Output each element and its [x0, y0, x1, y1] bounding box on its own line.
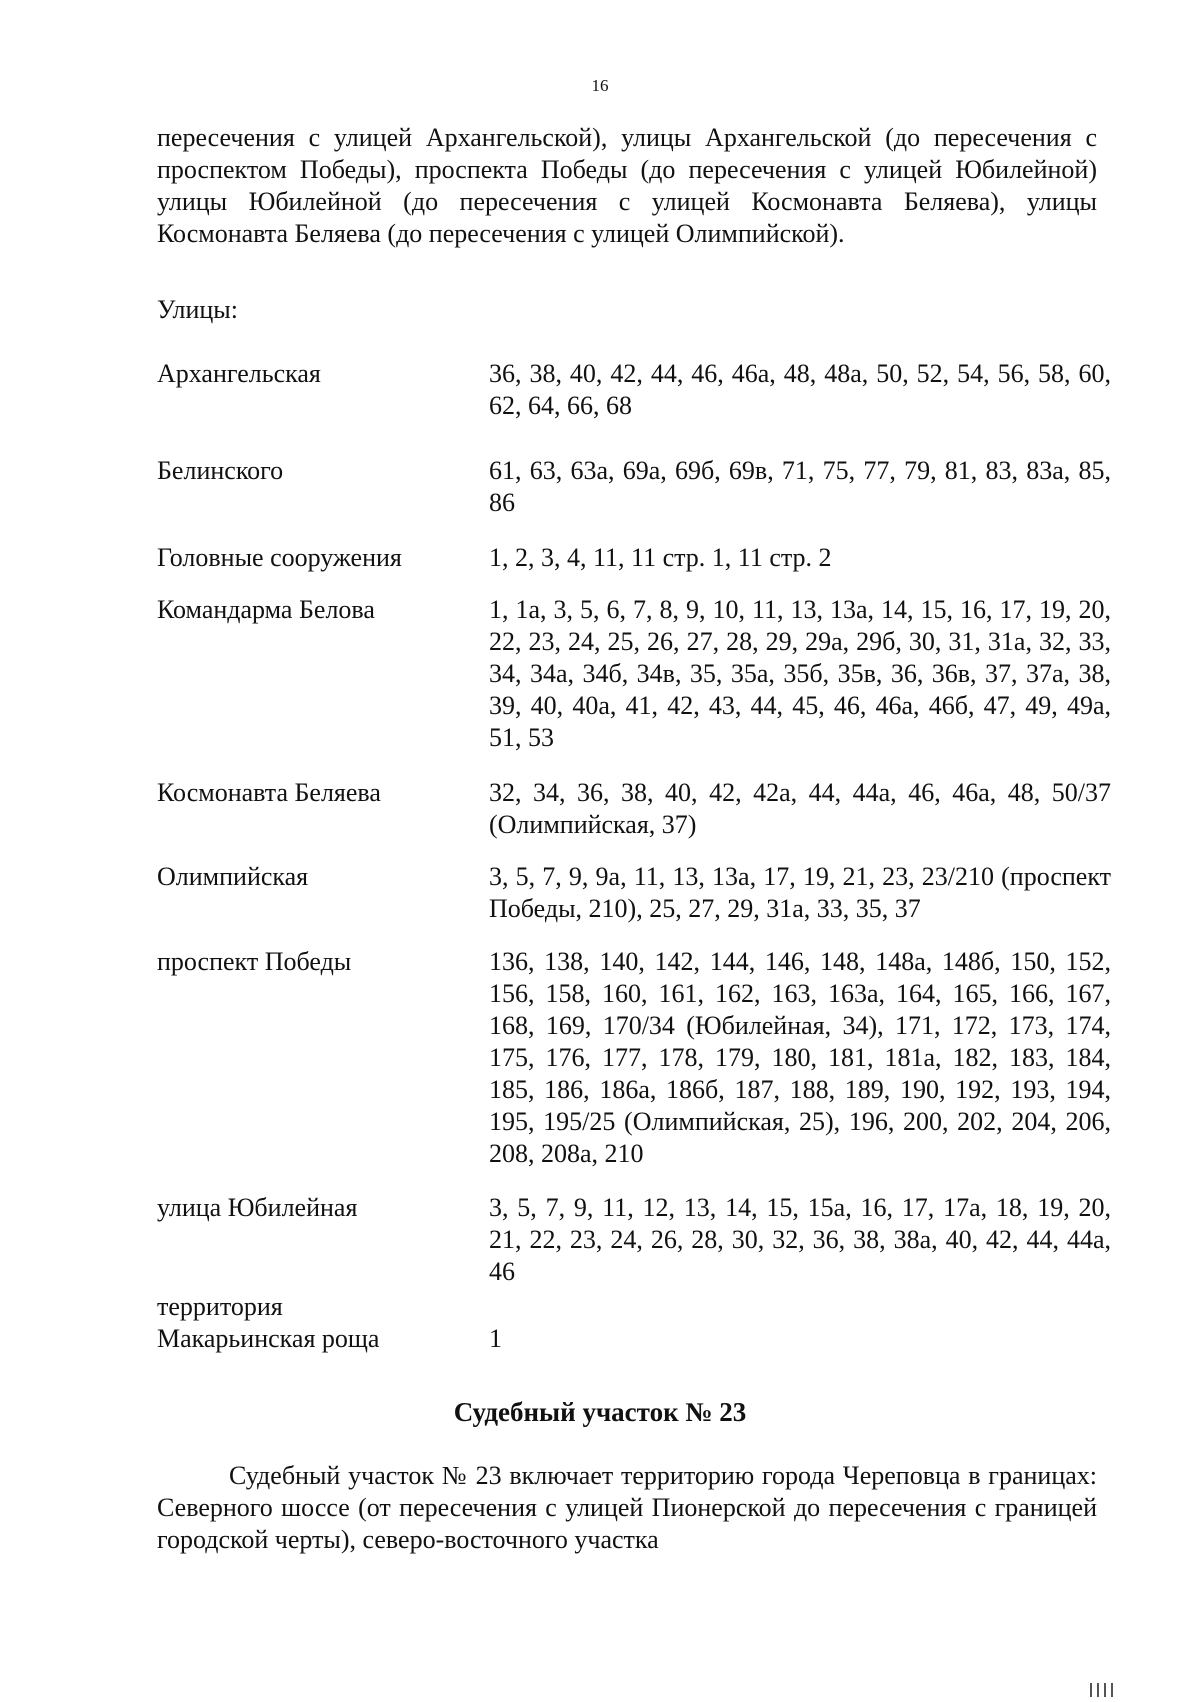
- body-paragraph: Судебный участок № 23 включает территорию города Череповца в границах: Северного шоссе (от пересечения с улицей Пионерской до пересечения с границей городской черты), северо-восточного участка: [157, 1461, 1097, 1554]
- house-numbers: 136, 138, 140, 142, 144, 146, 148, 148а, 148б, 150, 152, 156, 158, 160, 161, 162, 163, 163а, 164, 165, 166, 167, 168, 169, 170/34 (Юбилейная, 34), 171, 172, 173, 174, 175, 176, 177, 178, 179, 180, 181, 181а, 182, 183, 184, 185, 186, 186а, 186б, 187, 188, 189, 190, 192, 193, 194, 195, 195/25 (Олимпийская, 25), 196, 200, 202, 204, 206, 208, 208а, 210: [489, 947, 1111, 1168]
- house-numbers: 36, 38, 40, 42, 44, 46, 46а, 48, 48а, 50, 52, 54, 56, 58, 60, 62, 64, 66, 68: [489, 359, 1111, 420]
- house-numbers: 1, 2, 3, 4, 11, 11 стр. 1, 11 стр. 2: [489, 543, 832, 572]
- house-numbers: 3, 5, 7, 9, 9а, 11, 13, 13а, 17, 19, 21, 23, 23/210 (проспект Победы, 210), 25, 27, 29, 31а, 33, 35, 37: [489, 862, 1111, 923]
- street-name: улица Юбилейная: [157, 1193, 358, 1222]
- street-name-line: территория: [157, 1292, 283, 1321]
- street-name-line: Макарьинская роща: [157, 1324, 380, 1353]
- street-name: Архангельская: [157, 359, 321, 388]
- house-numbers: 32, 34, 36, 38, 40, 42, 42а, 44, 44а, 46, 46а, 48, 50/37 (Олимпийская, 37): [489, 778, 1111, 839]
- house-numbers: 1: [489, 1324, 502, 1353]
- intro-paragraph: пересечения с улицей Архангельской), улицы Архангельской (до пересечения с проспектом Победы), проспекта Победы (до пересечения с улицей Юбилейной) улицы Юбилейной (до пересечения с улицей Космонавта Беляева), улицы Космонавта Беляева (до пересечения с улицей Олимпийской).: [157, 123, 1097, 248]
- street-name: Белинского: [157, 456, 284, 485]
- section-heading: Судебный участок № 23: [453, 1397, 747, 1427]
- scan-marks: [1090, 1683, 1160, 1697]
- street-name: Космонавта Беляева: [157, 778, 381, 807]
- streets-label: Улицы:: [157, 295, 238, 324]
- house-numbers: 3, 5, 7, 9, 11, 12, 13, 14, 15, 15а, 16, 17, 17а, 18, 19, 20, 21, 22, 23, 24, 26, 28, 30, 32, 36, 38, 38а, 40, 42, 44, 44а, 46: [489, 1193, 1111, 1286]
- street-name: Головные сооружения: [157, 543, 402, 572]
- house-numbers: 61, 63, 63а, 69а, 69б, 69в, 71, 75, 77, 79, 81, 83, 83а, 85, 86: [489, 456, 1111, 517]
- street-name: [157, 1291, 477, 1355]
- street-name: Олимпийская: [157, 862, 309, 891]
- street-name: проспект Победы: [157, 947, 352, 976]
- house-numbers: 1, 1а, 3, 5, 6, 7, 8, 9, 10, 11, 13, 13а, 14, 15, 16, 17, 19, 20, 22, 23, 24, 25, 26, 27, 28, 29, 29а, 29б, 30, 31, 31а, 32, 33, 34, 34а, 34б, 34в, 35, 35а, 35б, 35в, 36, 36в, 37, 37а, 38, 39, 40, 40а, 41, 42, 43, 44, 45, 46, 46а, 46б, 47, 49, 49а, 51, 53: [489, 595, 1111, 752]
- page-number: 16: [591, 76, 609, 95]
- street-name: Командарма Белова: [157, 595, 375, 624]
